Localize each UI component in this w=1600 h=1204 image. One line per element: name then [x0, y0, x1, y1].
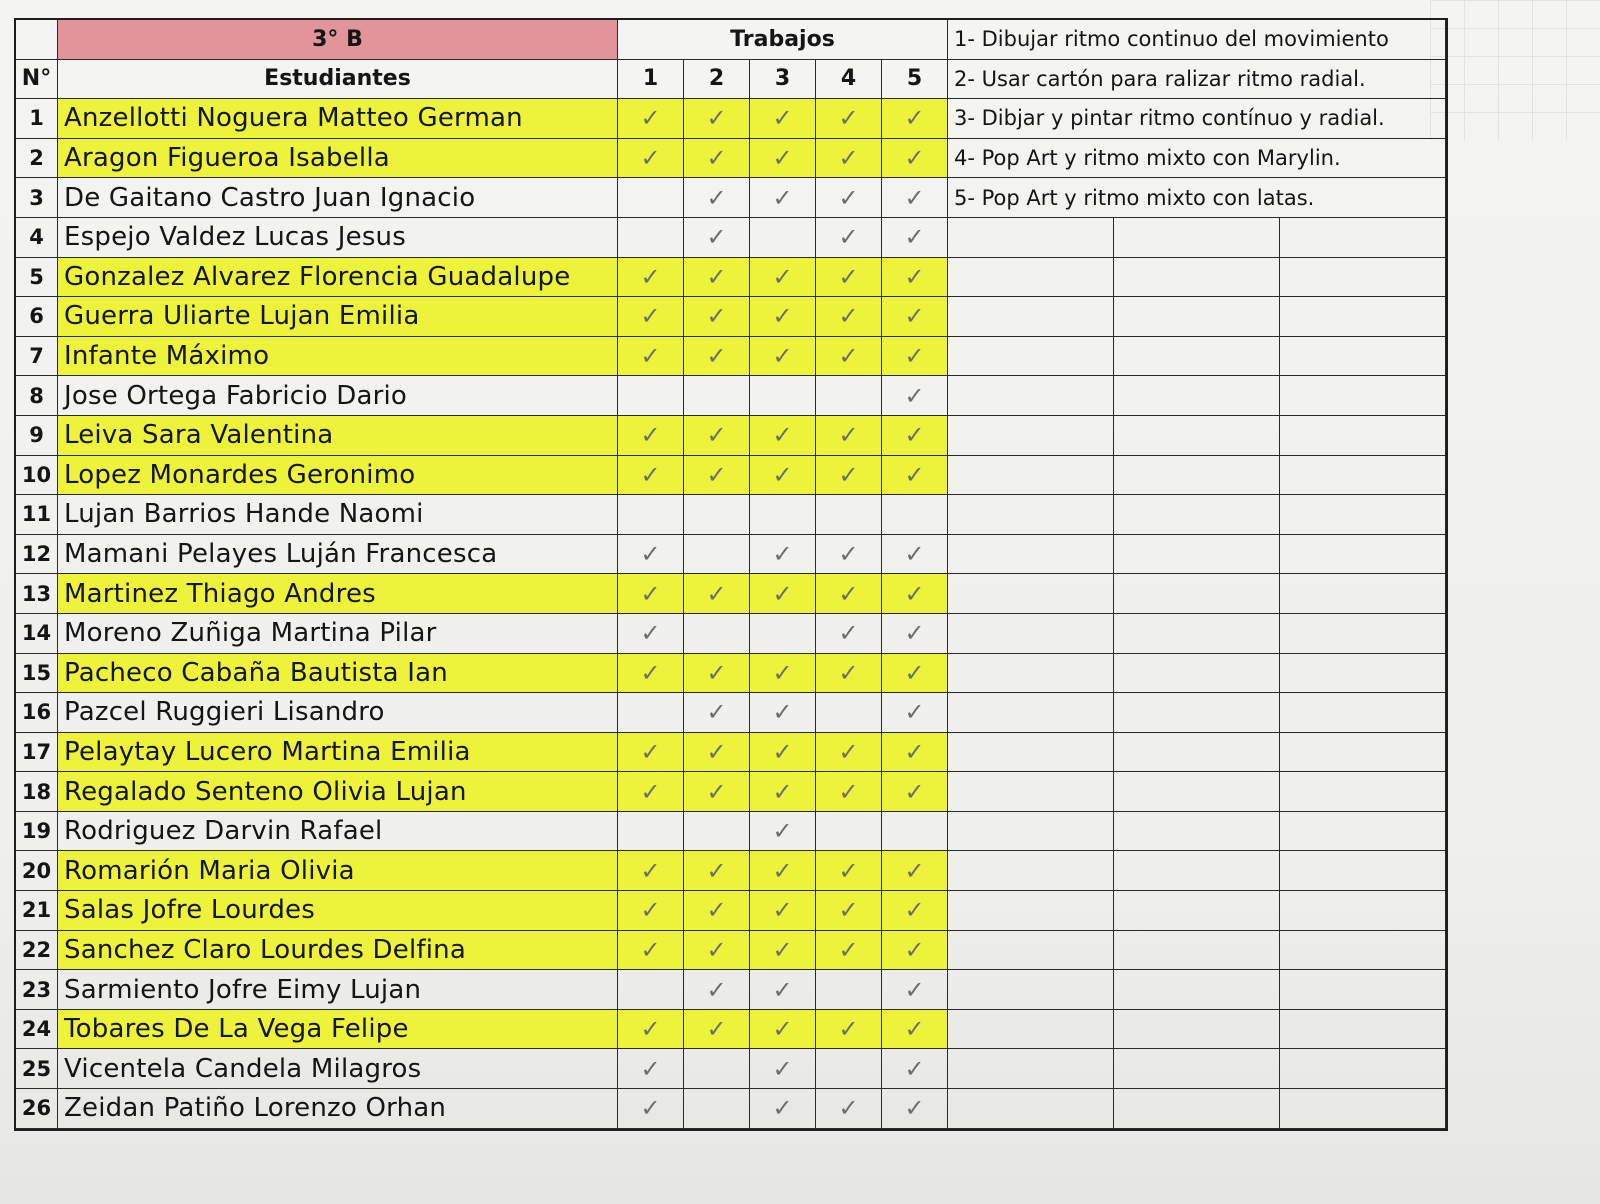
- work-check-cell: ✓: [882, 931, 948, 971]
- work-check-cell: ✓: [684, 654, 750, 694]
- work-check-cell: ✓: [882, 772, 948, 812]
- work-check-cell: ✓: [882, 139, 948, 179]
- work-check-cell: ✓: [882, 851, 948, 891]
- student-name: Salas Jofre Lourdes: [58, 891, 618, 931]
- student-number: 10: [16, 456, 58, 496]
- work-check-cell: [684, 535, 750, 575]
- work-check-cell: ✓: [750, 891, 816, 931]
- work-check-cell: ✓: [882, 733, 948, 773]
- student-number: 18: [16, 772, 58, 812]
- empty-cell: [1280, 891, 1446, 931]
- work-check-cell: [816, 812, 882, 852]
- work-check-cell: ✓: [816, 218, 882, 258]
- empty-cell: [948, 495, 1114, 535]
- work-check-cell: ✓: [882, 1010, 948, 1050]
- work-check-cell: ✓: [750, 456, 816, 496]
- work-check-cell: ✓: [882, 416, 948, 456]
- work-check-cell: ✓: [882, 376, 948, 416]
- work-check-cell: ✓: [882, 891, 948, 931]
- work-check-cell: [684, 495, 750, 535]
- work-check-cell: ✓: [618, 297, 684, 337]
- student-name: Mamani Pelayes Luján Francesca: [58, 535, 618, 575]
- work-check-cell: ✓: [882, 574, 948, 614]
- student-name: Lujan Barrios Hande Naomi: [58, 495, 618, 535]
- work-check-cell: ✓: [750, 416, 816, 456]
- empty-cell: [948, 772, 1114, 812]
- empty-cell: [1280, 970, 1446, 1010]
- empty-cell: [948, 654, 1114, 694]
- empty-cell: [1114, 970, 1280, 1010]
- class-label: 3° B: [58, 20, 618, 60]
- student-name: Zeidan Patiño Lorenzo Orhan: [58, 1089, 618, 1129]
- student-name: Rodriguez Darvin Rafael: [58, 812, 618, 852]
- work-check-cell: ✓: [882, 535, 948, 575]
- empty-cell: [1280, 1049, 1446, 1089]
- work-check-cell: ✓: [882, 99, 948, 139]
- student-name: Lopez Monardes Geronimo: [58, 456, 618, 496]
- empty-cell: [948, 535, 1114, 575]
- empty-cell: [948, 891, 1114, 931]
- work-check-cell: ✓: [750, 139, 816, 179]
- work-check-cell: [684, 376, 750, 416]
- work-check-cell: [750, 495, 816, 535]
- works-header: Trabajos: [618, 20, 948, 60]
- empty-cell: [1280, 574, 1446, 614]
- work-col-1: 1: [618, 60, 684, 100]
- work-check-cell: [618, 178, 684, 218]
- work-check-cell: ✓: [618, 337, 684, 377]
- work-check-cell: ✓: [618, 139, 684, 179]
- work-check-cell: ✓: [684, 1010, 750, 1050]
- work-check-cell: [684, 1049, 750, 1089]
- empty-cell: [948, 931, 1114, 971]
- empty-cell: [1280, 258, 1446, 298]
- work-check-cell: ✓: [882, 337, 948, 377]
- student-number: 1: [16, 99, 58, 139]
- empty-cell: [1280, 456, 1446, 496]
- student-number: 11: [16, 495, 58, 535]
- work-check-cell: ✓: [882, 258, 948, 298]
- student-name: Infante Máximo: [58, 337, 618, 377]
- work-check-cell: ✓: [618, 258, 684, 298]
- student-number: 26: [16, 1089, 58, 1129]
- work-check-cell: [816, 693, 882, 733]
- student-name: De Gaitano Castro Juan Ignacio: [58, 178, 618, 218]
- student-name: Moreno Zuñiga Martina Pilar: [58, 614, 618, 654]
- work-check-cell: ✓: [618, 535, 684, 575]
- work-check-cell: ✓: [684, 970, 750, 1010]
- work-check-cell: ✓: [618, 1089, 684, 1129]
- attendance-table: [14, 18, 1448, 1131]
- work-check-cell: ✓: [882, 1089, 948, 1129]
- work-check-cell: ✓: [816, 1089, 882, 1129]
- student-number: 4: [16, 218, 58, 258]
- work-check-cell: ✓: [882, 970, 948, 1010]
- student-number: 20: [16, 851, 58, 891]
- empty-cell: [1280, 376, 1446, 416]
- student-name: Regalado Senteno Olivia Lujan: [58, 772, 618, 812]
- student-number: 9: [16, 416, 58, 456]
- empty-cell: [1280, 535, 1446, 575]
- student-number: 13: [16, 574, 58, 614]
- work-check-cell: [750, 376, 816, 416]
- empty-cell: [1114, 891, 1280, 931]
- empty-cell: [948, 614, 1114, 654]
- work-check-cell: [684, 1089, 750, 1129]
- work-check-cell: ✓: [816, 456, 882, 496]
- work-check-cell: ✓: [816, 574, 882, 614]
- empty-cell: [1280, 851, 1446, 891]
- work-check-cell: [816, 970, 882, 1010]
- work-check-cell: ✓: [882, 693, 948, 733]
- empty-cell: [1114, 376, 1280, 416]
- work-check-cell: ✓: [816, 416, 882, 456]
- student-number: 14: [16, 614, 58, 654]
- work-check-cell: [750, 614, 816, 654]
- work-check-cell: ✓: [618, 1010, 684, 1050]
- empty-cell: [1114, 258, 1280, 298]
- work-check-cell: [882, 812, 948, 852]
- work-check-cell: ✓: [882, 178, 948, 218]
- empty-cell: [1114, 535, 1280, 575]
- work-check-cell: ✓: [816, 772, 882, 812]
- work-check-cell: ✓: [684, 733, 750, 773]
- work-check-cell: ✓: [618, 99, 684, 139]
- work-check-cell: ✓: [816, 891, 882, 931]
- work-check-cell: ✓: [816, 139, 882, 179]
- work-check-cell: [684, 812, 750, 852]
- work-check-cell: ✓: [750, 772, 816, 812]
- student-name: Anzellotti Noguera Matteo German: [58, 99, 618, 139]
- work-check-cell: ✓: [684, 178, 750, 218]
- empty-cell: [1114, 614, 1280, 654]
- student-name: Vicentela Candela Milagros: [58, 1049, 618, 1089]
- work-check-cell: ✓: [882, 654, 948, 694]
- empty-cell: [948, 1089, 1114, 1129]
- work-check-cell: ✓: [750, 1049, 816, 1089]
- work-check-cell: ✓: [816, 931, 882, 971]
- work-check-cell: ✓: [816, 851, 882, 891]
- work-check-cell: [816, 1049, 882, 1089]
- work-check-cell: ✓: [684, 337, 750, 377]
- work-check-cell: [684, 614, 750, 654]
- empty-cell: [1114, 297, 1280, 337]
- work-check-cell: [618, 376, 684, 416]
- number-header: N°: [16, 60, 58, 100]
- student-number: 2: [16, 139, 58, 179]
- student-number: 21: [16, 891, 58, 931]
- student-name: Romarión Maria Olivia: [58, 851, 618, 891]
- work-check-cell: ✓: [750, 99, 816, 139]
- work-check-cell: ✓: [684, 416, 750, 456]
- work-check-cell: ✓: [618, 1049, 684, 1089]
- empty-cell: [1280, 337, 1446, 377]
- work-check-cell: ✓: [750, 297, 816, 337]
- work-check-cell: ✓: [684, 139, 750, 179]
- work-description-2: 2- Usar cartón para ralizar ritmo radial.: [948, 60, 1446, 100]
- corner-cell: [16, 20, 58, 60]
- work-col-5: 5: [882, 60, 948, 100]
- work-check-cell: ✓: [684, 851, 750, 891]
- student-number: 7: [16, 337, 58, 377]
- work-description-3: 3- Dibjar y pintar ritmo contínuo y radial.: [948, 99, 1446, 139]
- work-check-cell: ✓: [750, 812, 816, 852]
- student-number: 5: [16, 258, 58, 298]
- student-number: 6: [16, 297, 58, 337]
- empty-cell: [948, 1010, 1114, 1050]
- student-number: 19: [16, 812, 58, 852]
- empty-cell: [948, 851, 1114, 891]
- empty-cell: [1280, 1089, 1446, 1129]
- student-number: 12: [16, 535, 58, 575]
- empty-cell: [948, 456, 1114, 496]
- student-name: Aragon Figueroa Isabella: [58, 139, 618, 179]
- student-number: 15: [16, 654, 58, 694]
- student-name: Pelaytay Lucero Martina Emilia: [58, 733, 618, 773]
- work-col-3: 3: [750, 60, 816, 100]
- empty-cell: [1114, 812, 1280, 852]
- work-check-cell: ✓: [618, 654, 684, 694]
- student-number: 24: [16, 1010, 58, 1050]
- work-check-cell: ✓: [750, 931, 816, 971]
- work-check-cell: ✓: [618, 416, 684, 456]
- work-check-cell: ✓: [684, 218, 750, 258]
- empty-cell: [1114, 495, 1280, 535]
- work-check-cell: [882, 495, 948, 535]
- student-name: Sanchez Claro Lourdes Delfina: [58, 931, 618, 971]
- work-check-cell: [618, 812, 684, 852]
- work-check-cell: ✓: [750, 654, 816, 694]
- work-check-cell: [816, 495, 882, 535]
- student-name: Jose Ortega Fabricio Dario: [58, 376, 618, 416]
- empty-cell: [948, 337, 1114, 377]
- empty-cell: [948, 297, 1114, 337]
- empty-cell: [948, 693, 1114, 733]
- empty-cell: [948, 812, 1114, 852]
- work-description-4: 4- Pop Art y ritmo mixto con Marylin.: [948, 139, 1446, 179]
- work-check-cell: [618, 970, 684, 1010]
- student-number: 17: [16, 733, 58, 773]
- empty-cell: [948, 376, 1114, 416]
- work-check-cell: ✓: [684, 931, 750, 971]
- empty-cell: [1114, 218, 1280, 258]
- empty-cell: [1114, 574, 1280, 614]
- empty-cell: [948, 733, 1114, 773]
- work-check-cell: ✓: [684, 456, 750, 496]
- work-check-cell: [816, 376, 882, 416]
- student-name: Martinez Thiago Andres: [58, 574, 618, 614]
- empty-cell: [1280, 495, 1446, 535]
- empty-cell: [948, 574, 1114, 614]
- work-description-1: 1- Dibujar ritmo continuo del movimiento: [948, 20, 1446, 60]
- work-check-cell: ✓: [618, 614, 684, 654]
- student-number: 22: [16, 931, 58, 971]
- work-check-cell: [750, 218, 816, 258]
- work-check-cell: ✓: [618, 456, 684, 496]
- work-check-cell: ✓: [816, 1010, 882, 1050]
- work-check-cell: ✓: [750, 178, 816, 218]
- empty-cell: [1114, 337, 1280, 377]
- empty-cell: [1280, 218, 1446, 258]
- work-check-cell: ✓: [750, 733, 816, 773]
- work-check-cell: ✓: [618, 851, 684, 891]
- work-check-cell: ✓: [618, 733, 684, 773]
- work-check-cell: ✓: [882, 614, 948, 654]
- empty-cell: [1114, 1010, 1280, 1050]
- work-check-cell: ✓: [750, 535, 816, 575]
- work-check-cell: ✓: [618, 891, 684, 931]
- work-check-cell: ✓: [750, 337, 816, 377]
- work-description-5: 5- Pop Art y ritmo mixto con latas.: [948, 178, 1446, 218]
- empty-cell: [1114, 693, 1280, 733]
- empty-cell: [1280, 733, 1446, 773]
- work-check-cell: ✓: [816, 297, 882, 337]
- empty-cell: [1114, 456, 1280, 496]
- work-check-cell: ✓: [684, 891, 750, 931]
- work-col-4: 4: [816, 60, 882, 100]
- empty-cell: [1280, 693, 1446, 733]
- work-check-cell: ✓: [882, 1049, 948, 1089]
- work-check-cell: ✓: [618, 931, 684, 971]
- empty-cell: [1280, 654, 1446, 694]
- empty-cell: [1280, 1010, 1446, 1050]
- empty-cell: [1114, 654, 1280, 694]
- student-name: Pazcel Ruggieri Lisandro: [58, 693, 618, 733]
- work-check-cell: ✓: [882, 297, 948, 337]
- empty-cell: [1114, 772, 1280, 812]
- empty-cell: [1114, 1049, 1280, 1089]
- work-check-cell: ✓: [684, 99, 750, 139]
- empty-cell: [1280, 772, 1446, 812]
- student-name: Gonzalez Alvarez Florencia Guadalupe: [58, 258, 618, 298]
- empty-cell: [948, 1049, 1114, 1089]
- empty-cell: [1114, 931, 1280, 971]
- work-check-cell: ✓: [816, 178, 882, 218]
- work-check-cell: [618, 218, 684, 258]
- empty-cell: [1114, 416, 1280, 456]
- student-number: 3: [16, 178, 58, 218]
- work-check-cell: ✓: [684, 574, 750, 614]
- empty-cell: [1280, 614, 1446, 654]
- student-number: 23: [16, 970, 58, 1010]
- empty-cell: [948, 218, 1114, 258]
- student-name: Pacheco Cabaña Bautista Ian: [58, 654, 618, 694]
- work-check-cell: ✓: [618, 574, 684, 614]
- work-check-cell: ✓: [882, 456, 948, 496]
- work-check-cell: ✓: [684, 693, 750, 733]
- work-check-cell: ✓: [750, 1010, 816, 1050]
- work-check-cell: ✓: [750, 693, 816, 733]
- work-check-cell: ✓: [816, 258, 882, 298]
- work-check-cell: ✓: [684, 297, 750, 337]
- work-check-cell: ✓: [750, 851, 816, 891]
- work-check-cell: [618, 495, 684, 535]
- empty-cell: [1280, 297, 1446, 337]
- empty-cell: [1114, 851, 1280, 891]
- empty-cell: [1114, 733, 1280, 773]
- work-check-cell: ✓: [816, 337, 882, 377]
- empty-cell: [948, 970, 1114, 1010]
- work-check-cell: ✓: [882, 218, 948, 258]
- student-name: Guerra Uliarte Lujan Emilia: [58, 297, 618, 337]
- work-check-cell: ✓: [816, 614, 882, 654]
- empty-cell: [1114, 1089, 1280, 1129]
- student-name: Espejo Valdez Lucas Jesus: [58, 218, 618, 258]
- work-check-cell: ✓: [684, 258, 750, 298]
- work-check-cell: ✓: [816, 654, 882, 694]
- work-check-cell: ✓: [816, 733, 882, 773]
- work-check-cell: ✓: [750, 258, 816, 298]
- work-check-cell: ✓: [618, 772, 684, 812]
- work-check-cell: ✓: [750, 574, 816, 614]
- work-check-cell: ✓: [750, 1089, 816, 1129]
- student-number: 25: [16, 1049, 58, 1089]
- student-name: Leiva Sara Valentina: [58, 416, 618, 456]
- student-name: Tobares De La Vega Felipe: [58, 1010, 618, 1050]
- student-number: 8: [16, 376, 58, 416]
- work-check-cell: ✓: [816, 99, 882, 139]
- empty-cell: [948, 416, 1114, 456]
- empty-cell: [1280, 416, 1446, 456]
- work-check-cell: ✓: [816, 535, 882, 575]
- empty-cell: [1280, 931, 1446, 971]
- work-col-2: 2: [684, 60, 750, 100]
- students-header: Estudiantes: [58, 60, 618, 100]
- work-check-cell: [618, 693, 684, 733]
- work-check-cell: ✓: [684, 772, 750, 812]
- empty-cell: [1280, 812, 1446, 852]
- work-check-cell: ✓: [750, 970, 816, 1010]
- student-name: Sarmiento Jofre Eimy Lujan: [58, 970, 618, 1010]
- background-grid: [1430, 0, 1600, 140]
- empty-cell: [948, 258, 1114, 298]
- student-number: 16: [16, 693, 58, 733]
